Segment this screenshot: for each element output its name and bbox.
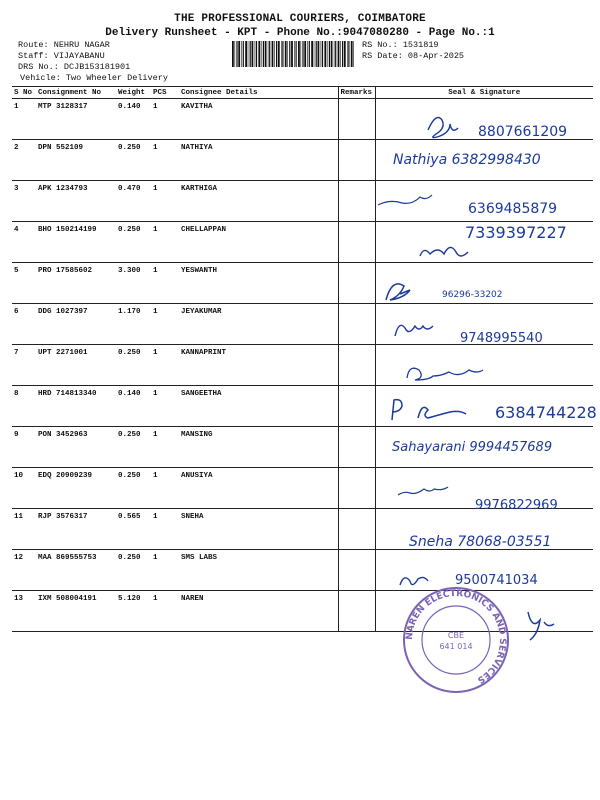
runsheet-meta-right [362,40,464,62]
barcode-bar [342,41,343,67]
rs-no-value: 1531819 [402,40,439,50]
row-consignment-no: APK 1234793 [36,181,116,222]
row-weight: 0.250 [116,345,151,386]
row-remarks [338,427,375,468]
row-remarks [338,99,375,140]
row-sno: 11 [12,509,36,550]
route-label: Route: [18,40,49,50]
barcode [232,41,356,67]
row-consignee: SNEHA [179,509,338,550]
row-consignment-no: PRO 17585602 [36,263,116,304]
row-weight: 0.470 [116,181,151,222]
barcode-bar [289,41,290,67]
barcode-bar [287,41,288,67]
row-remarks [338,263,375,304]
row-remarks [338,509,375,550]
barcode-bar [296,41,297,67]
barcode-bar [255,41,256,67]
row-sno: 7 [12,345,36,386]
row-signature-cell [375,427,593,468]
row-sno: 6 [12,304,36,345]
row-weight: 0.250 [116,468,151,509]
barcode-bar [334,41,335,67]
barcode-bar [304,41,306,67]
table-header-row [12,87,593,99]
row-weight: 0.250 [116,427,151,468]
barcode-bar [248,41,249,67]
barcode-bar [232,41,234,67]
barcode-bar [344,41,346,67]
row-consignment-no: DPN 552109 [36,140,116,181]
table-row [12,591,593,632]
row-signature-cell [375,386,593,427]
vehicle-label: Vehicle: [20,73,61,83]
row-remarks [338,345,375,386]
table-row [12,181,593,222]
signature-phone-12: 9500741034 [455,573,538,588]
barcode-bar [340,41,341,67]
row-consignment-no: MTP 3128317 [36,99,116,140]
header-consignee: Consignee Details [179,87,338,99]
row-consignee: YESWANTH [179,263,338,304]
row-signature-cell [375,263,593,304]
barcode-bar [258,41,260,67]
barcode-bar [285,41,287,67]
row-weight: 0.250 [116,140,151,181]
row-remarks [338,591,375,632]
row-consignment-no: EDQ 20909239 [36,468,116,509]
barcode-bar [322,41,323,67]
runsheet-table [12,86,593,632]
barcode-bar [250,41,251,67]
barcode-bar [335,41,336,67]
barcode-bar [245,41,247,67]
row-consignment-no: HRD 714813340 [36,386,116,427]
signature-phone-9: Sahayarani 9994457689 [392,440,553,455]
barcode-bar [278,41,280,67]
row-remarks [338,181,375,222]
signature-phone-8: 6384744228 [495,403,597,422]
row-consignee: NAREN [179,591,338,632]
row-sno: 13 [12,591,36,632]
barcode-bar [324,41,326,67]
row-consignee: SMS LABS [179,550,338,591]
row-remarks [338,550,375,591]
row-sno: 5 [12,263,36,304]
row-remarks [338,468,375,509]
staff-value: VIJAYABANU [53,51,105,61]
row-consignee: CHELLAPPAN [179,222,338,263]
row-weight: 0.140 [116,386,151,427]
row-remarks [338,140,375,181]
row-sno: 8 [12,386,36,427]
row-pcs: 1 [151,345,179,386]
staff-label: Staff: [18,51,49,61]
barcode-bar [307,41,308,67]
table-row [12,304,593,345]
barcode-bar [263,41,264,67]
drs-value: DCJB153181901 [63,62,131,72]
barcode-bar [294,41,295,67]
row-consignee: KANNAPRINT [179,345,338,386]
row-signature-cell [375,550,593,591]
row-pcs: 1 [151,468,179,509]
row-remarks [338,304,375,345]
table-row [12,222,593,263]
row-consignment-no: UPT 2271001 [36,345,116,386]
row-consignee: KAVITHA [179,99,338,140]
row-remarks [338,222,375,263]
barcode-bar [241,41,242,67]
row-pcs: 1 [151,99,179,140]
signature-phone-6: 9748995540 [460,331,543,346]
table-row [12,345,593,386]
row-weight: 0.250 [116,550,151,591]
rs-date-value: 08-Apr-2025 [407,51,465,61]
row-consignee: JEYAKUMAR [179,304,338,345]
barcode-bar [298,41,300,67]
row-pcs: 1 [151,591,179,632]
row-sno: 1 [12,99,36,140]
signature-phone-3: 6369485879 [468,201,558,217]
barcode-bar [348,41,349,67]
row-pcs: 1 [151,181,179,222]
table-row [12,140,593,181]
row-pcs: 1 [151,140,179,181]
barcode-bar [236,41,237,67]
row-weight: 5.120 [116,591,151,632]
row-consignment-no: IXM 508004191 [36,591,116,632]
row-remarks [338,386,375,427]
barcode-bar [235,41,236,67]
row-signature-cell [375,345,593,386]
barcode-bar [272,41,274,67]
table-row [12,263,593,304]
table-row [12,550,593,591]
barcode-bar [329,41,330,67]
row-signature-cell [375,304,593,345]
route-value: NEHRU NAGAR [53,40,110,50]
row-consignment-no: RJP 3576317 [36,509,116,550]
barcode-bar [331,41,333,67]
vehicle-info [20,73,168,83]
row-consignee: SANGEETHA [179,386,338,427]
signature-phone-4: 7339397227 [465,223,567,242]
rs-no-label: RS No.: [362,40,398,50]
row-pcs: 1 [151,550,179,591]
header-remarks: Remarks [338,87,375,99]
barcode-bar [314,41,315,67]
header-sno: S No [12,87,36,99]
row-sno: 9 [12,427,36,468]
barcode-bar [276,41,277,67]
barcode-bar [291,41,293,67]
row-sno: 3 [12,181,36,222]
row-pcs: 1 [151,222,179,263]
row-signature-cell [375,591,593,632]
row-sno: 12 [12,550,36,591]
row-pcs: 1 [151,386,179,427]
row-sno: 2 [12,140,36,181]
barcode-bar [238,41,240,67]
barcode-bar [301,41,302,67]
document-title: THE PROFESSIONAL COURIERS, COIMBATORE [174,13,426,25]
header-pcs: PCS [151,87,179,99]
signature-phone-10: 9976822969 [475,498,558,513]
row-pcs: 1 [151,263,179,304]
row-consignment-no: MAA 869555753 [36,550,116,591]
seal-company-name: NAREN ELECTRONICS AND SERVICES [404,588,508,685]
row-signature-cell [375,99,593,140]
table-row [12,509,593,550]
barcode-bar [261,41,262,67]
barcode-bar [282,41,283,67]
row-consignee: MANSING [179,427,338,468]
row-weight: 1.170 [116,304,151,345]
seal-city: CBE [447,631,465,640]
table-row [12,99,593,140]
row-weight: 0.565 [116,509,151,550]
barcode-bar [309,41,310,67]
row-pcs: 1 [151,304,179,345]
barcode-bar [327,41,328,67]
row-signature-cell [375,181,593,222]
row-consignee: KARTHIGA [179,181,338,222]
row-signature-cell [375,509,593,550]
row-signature-cell [375,222,593,263]
table-row [12,386,593,427]
barcode-bar [256,41,257,67]
barcode-bar [321,41,322,67]
barcode-bar [311,41,313,67]
barcode-bar [274,41,275,67]
row-weight: 3.300 [116,263,151,304]
signature-phone-11: Sneha 78068-03551 [409,534,552,550]
row-sno: 10 [12,468,36,509]
document-subtitle: Delivery Runsheet - KPT - Phone No.:9047080280 - Page No.:1 [105,27,495,39]
barcode-bar [268,41,269,67]
row-consignment-no: BHO 150214199 [36,222,116,263]
barcode-bar [302,41,303,67]
barcode-bar [281,41,282,67]
barcode-bar [351,41,353,67]
rs-date-label: RS Date: [362,51,403,61]
barcode-bar [347,41,348,67]
signature-phone-2: Nathiya 6382998430 [393,152,541,168]
barcode-bar [252,41,254,67]
table-row [12,427,593,468]
row-pcs: 1 [151,509,179,550]
row-consignment-no: PON 3452963 [36,427,116,468]
row-weight: 0.140 [116,99,151,140]
row-consignment-no: DDG 1027397 [36,304,116,345]
barcode-bar [269,41,270,67]
row-signature-cell [375,140,593,181]
row-pcs: 1 [151,427,179,468]
barcode-bar [318,41,320,67]
seal-pincode: 641 014 [439,642,473,651]
row-sno: 4 [12,222,36,263]
row-consignee: ANUSIYA [179,468,338,509]
header-consignment: Consignment No [36,87,116,99]
barcode-bar [338,41,340,67]
drs-label: DRS No.: [18,62,59,72]
header-weight: Weight [116,87,151,99]
runsheet-meta-left [18,40,130,73]
barcode-bar [265,41,267,67]
signature-phone-1: 8807661209 [478,124,568,140]
barcode-bar [243,41,244,67]
signature-phone-5: 96296-33202 [442,290,503,300]
row-weight: 0.250 [116,222,151,263]
table-row [12,468,593,509]
header-signature: Seal & Signature [375,87,593,99]
row-signature-cell [375,468,593,509]
barcode-bar [316,41,317,67]
vehicle-value: Two Wheeler Delivery [65,73,168,83]
row-consignee: NATHIYA [179,140,338,181]
barcode-bar [353,41,354,67]
